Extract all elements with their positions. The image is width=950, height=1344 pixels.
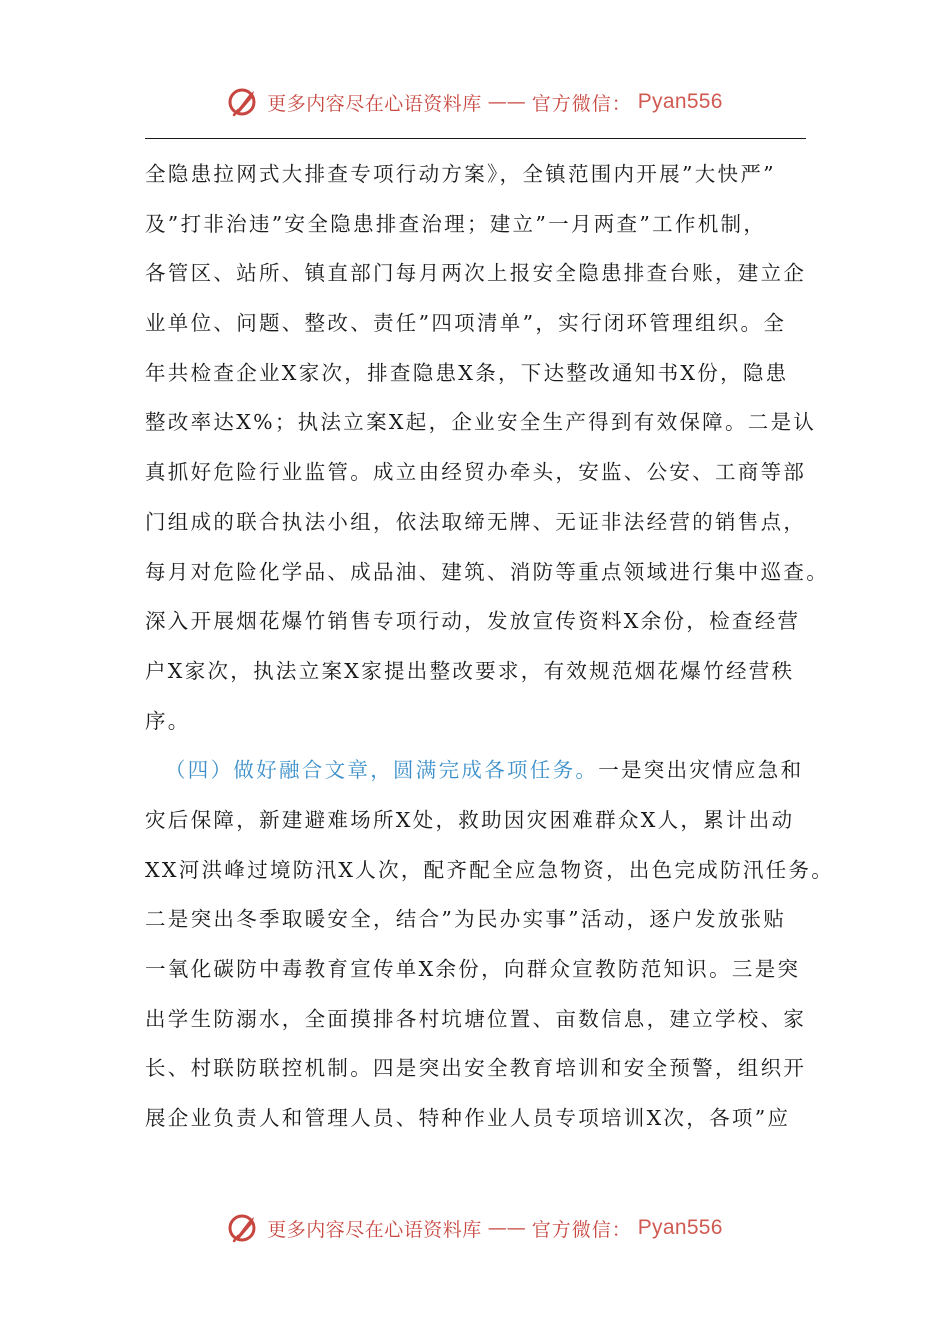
footer-banner <box>0 1208 950 1248</box>
header-divider <box>145 138 806 139</box>
body-line: 展企业负责人和管理人员、特种作业人员专项培训X次，各项”应 <box>145 1106 791 1131</box>
body-line: 业单位、问题、整改、责任”四项清单”，实行闭环管理组织。全 <box>145 311 787 336</box>
body-line: 真抓好危险行业监管。成立由经贸办牵头，安监、公安、工商等部 <box>145 460 807 485</box>
body-line: 长、村联防联控机制。四是突出安全教育培训和安全预警，组织开 <box>145 1056 807 1081</box>
header-banner <box>0 82 950 122</box>
body-line: 整改率达X%；执法立案X起，企业安全生产得到有效保障。二是认 <box>145 410 817 435</box>
body-line: 门组成的联合执法小组，依法取缔无牌、无证非法经营的销售点， <box>145 509 807 534</box>
body-line: 每月对危险化学品、成品油、建筑、消防等重点领域进行集中巡查。 <box>145 559 829 584</box>
body-line: 二是突出冬季取暖安全，结合”为民办实事”活动，逐户发放张贴 <box>145 907 787 932</box>
body-line: 一氧化碳防中毒教育宣传单X余份，向群众宣教防范知识。三是突 <box>145 957 801 981</box>
body-line: 出学生防溺水，全面摸排各村坑塘位置、亩数信息，建立学校、家 <box>145 1006 807 1031</box>
body-line: XX河洪峰过境防汛X人次，配齐配全应急物资，出色完成防汛任务。 <box>145 857 835 882</box>
pen-nib-logo-icon <box>227 85 261 119</box>
banner-wechat-label: 官方微信： <box>531 92 632 115</box>
body-line: 年共检查企业X家次，排查隐患X条，下达整改通知书X份，隐患 <box>145 360 789 385</box>
banner-wechat-id: Pyan556 <box>637 90 723 113</box>
body-line: 深入开展烟花爆竹销售专项行动，发放宣传资料X余份，检查经营 <box>145 609 801 634</box>
banner-separator: —— <box>487 91 526 113</box>
document-body <box>145 150 835 1144</box>
body-line: 序。 <box>145 708 191 733</box>
section-4-first-rest: 一是突出灾情应急和 <box>598 758 804 783</box>
body-line: 户X家次，执法立案X家提出整改要求，有效规范烟花爆竹经营秩 <box>145 658 795 683</box>
body-line: 全隐患拉网式大排查专项行动方案》，全镇范围内开展”大快严” <box>145 162 776 186</box>
body-line: 各管区、站所、镇直部门每月两次上报安全隐患排查台账，建立企 <box>145 261 807 286</box>
body-line: 及”打非治违”安全隐患排查治理；建立”一月两查”工作机制， <box>145 211 767 236</box>
banner-wechat-id: Pyan556 <box>637 1216 723 1239</box>
section-4-heading: （四）做好融合文章，圆满完成各项任务。 <box>165 758 599 783</box>
banner-separator: —— <box>487 1217 526 1239</box>
banner-site-name: 更多内容尽在心语资料库 <box>267 92 482 115</box>
body-line: 灾后保障，新建避难场所X处，救助因灾困难群众X人，累计出动 <box>145 807 795 832</box>
banner-wechat-label: 官方微信： <box>531 1218 632 1241</box>
pen-nib-logo-icon <box>227 1211 261 1245</box>
banner-site-name: 更多内容尽在心语资料库 <box>267 1218 482 1241</box>
section-4-first-line <box>145 746 813 796</box>
